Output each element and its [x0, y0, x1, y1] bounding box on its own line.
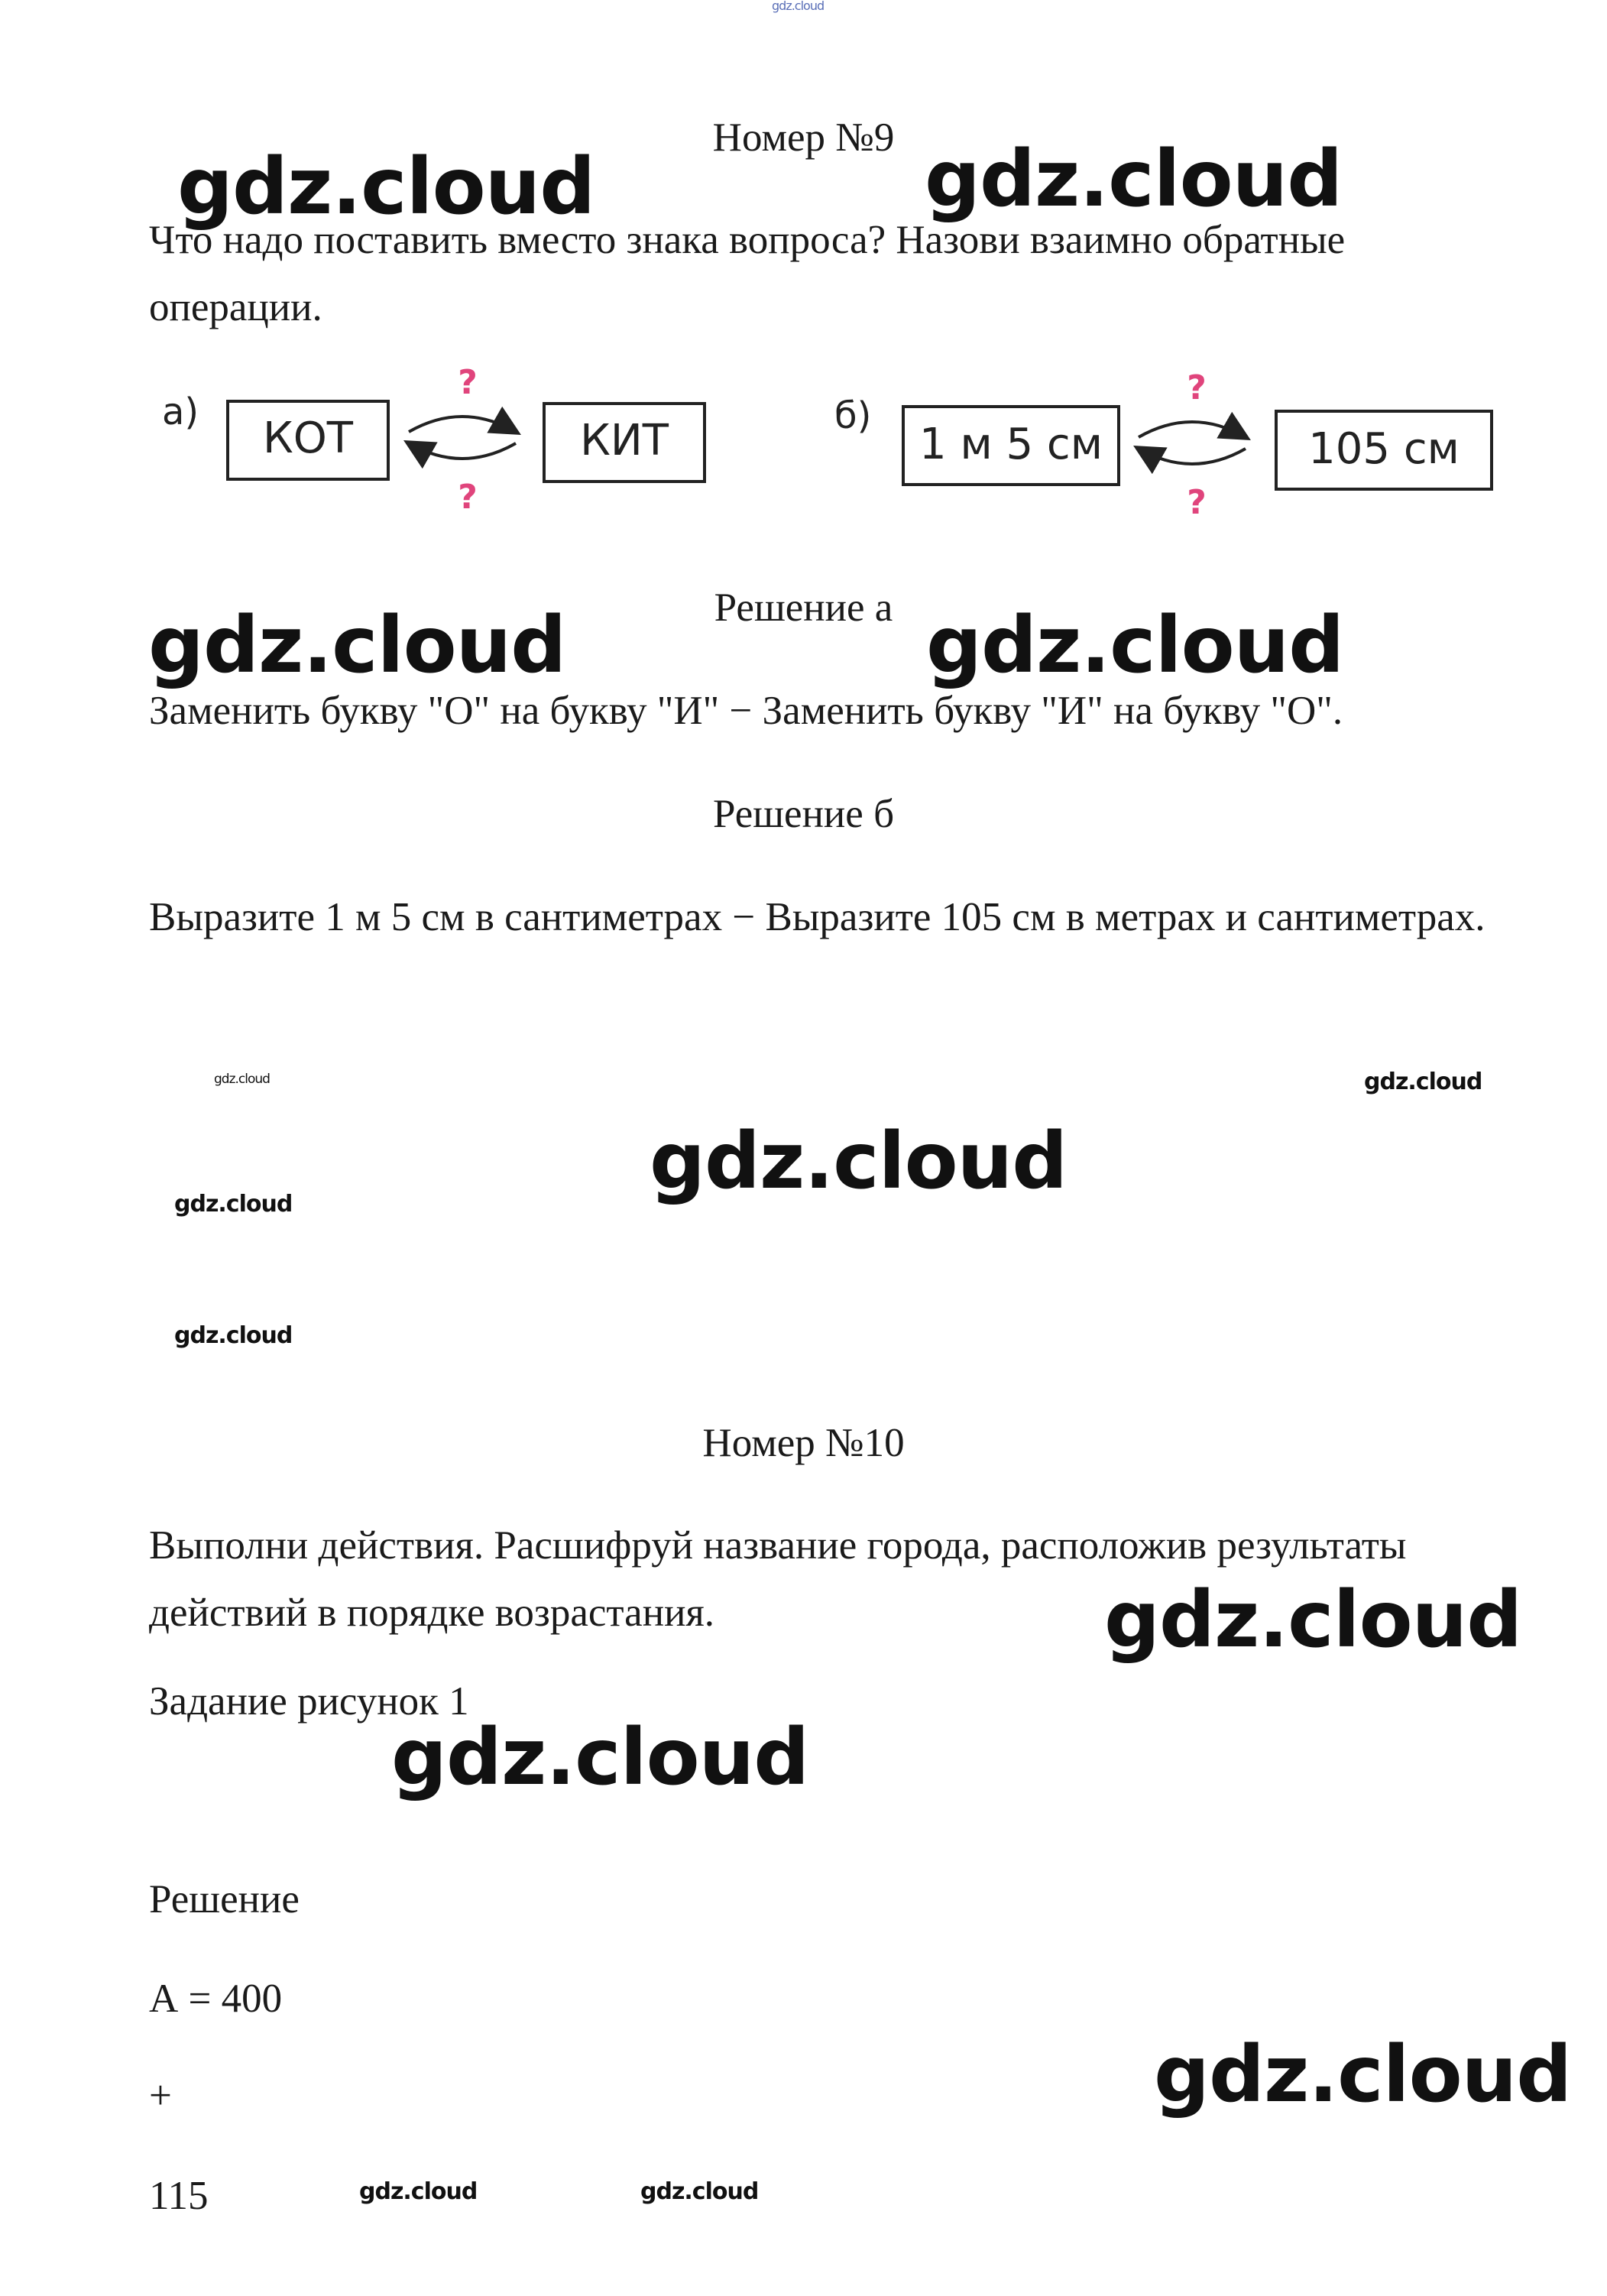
- watermark-top: gdz.cloud: [772, 0, 825, 13]
- task10-heading: Номер №10: [702, 1421, 905, 1465]
- watermark: gdz.cloud: [391, 1712, 809, 1803]
- question-mark-top: ?: [458, 363, 478, 402]
- solution-b-text: Выразите 1 м 5 см в сантиметрах − Выразите 105 см в метрах и сантиметрах.: [149, 895, 1486, 939]
- solution-b-heading: Решение б: [712, 792, 895, 836]
- watermark: gdz.cloud: [148, 600, 566, 691]
- watermark: gdz.cloud: [1104, 1574, 1522, 1665]
- arrow-back-icon: [1139, 449, 1246, 464]
- box-kit-text: КИТ: [580, 416, 669, 465]
- task10-question: Выполни действия. Расшифруй название города, расположив результаты действий в порядке возрастания.: [149, 1523, 1407, 1635]
- box-105cm-text: 105 см: [1308, 424, 1460, 474]
- solution-a-text: Заменить букву "О" на букву "И" − Заменить букву "И" на букву "О".: [149, 689, 1343, 733]
- watermark: gdz.cloud: [174, 1322, 293, 1349]
- task9-figure: [153, 336, 1498, 543]
- question-mark-bottom: ?: [1187, 483, 1207, 522]
- task9-question: Что надо поставить вместо знака вопроса? Назови взаимно обратные операции.: [149, 218, 1346, 329]
- solution-line-1: А = 400: [149, 1977, 283, 2021]
- question-mark-bottom: ?: [458, 478, 478, 517]
- question-mark-top: ?: [1187, 368, 1207, 407]
- watermark: gdz.cloud: [926, 600, 1344, 691]
- arrow-back-icon: [409, 443, 516, 459]
- watermark: gdz.cloud: [177, 141, 595, 232]
- task9-heading: Номер №9: [712, 115, 895, 160]
- box-kot-text: КОТ: [262, 413, 354, 463]
- solution-line-3: 115: [149, 2174, 209, 2218]
- solution-line-2: +: [149, 2074, 172, 2118]
- box-1m5cm-text: 1 м 5 см: [919, 420, 1103, 469]
- watermark: gdz.cloud: [1364, 1069, 1482, 1095]
- watermark: gdz.cloud: [925, 134, 1343, 225]
- watermark: gdz.cloud: [359, 2178, 478, 2205]
- operations-diagram: [153, 336, 1498, 543]
- arrow-forward-icon: [409, 417, 516, 432]
- arrow-forward-icon: [1139, 422, 1246, 437]
- watermark: gdz.cloud: [650, 1116, 1068, 1207]
- watermark: gdz.cloud: [1154, 2029, 1572, 2120]
- part-a-label: а): [162, 391, 199, 433]
- solution-a-heading: Решение а: [714, 585, 893, 630]
- watermark: gdz.cloud: [640, 2178, 759, 2205]
- watermark: gdz.cloud: [174, 1191, 293, 1218]
- task10-solution-heading: Решение: [149, 1877, 300, 1921]
- watermark: gdz.cloud: [214, 1072, 270, 1087]
- task-figure-label: Задание рисунок 1: [149, 1679, 469, 1724]
- part-b-label: б): [834, 394, 872, 437]
